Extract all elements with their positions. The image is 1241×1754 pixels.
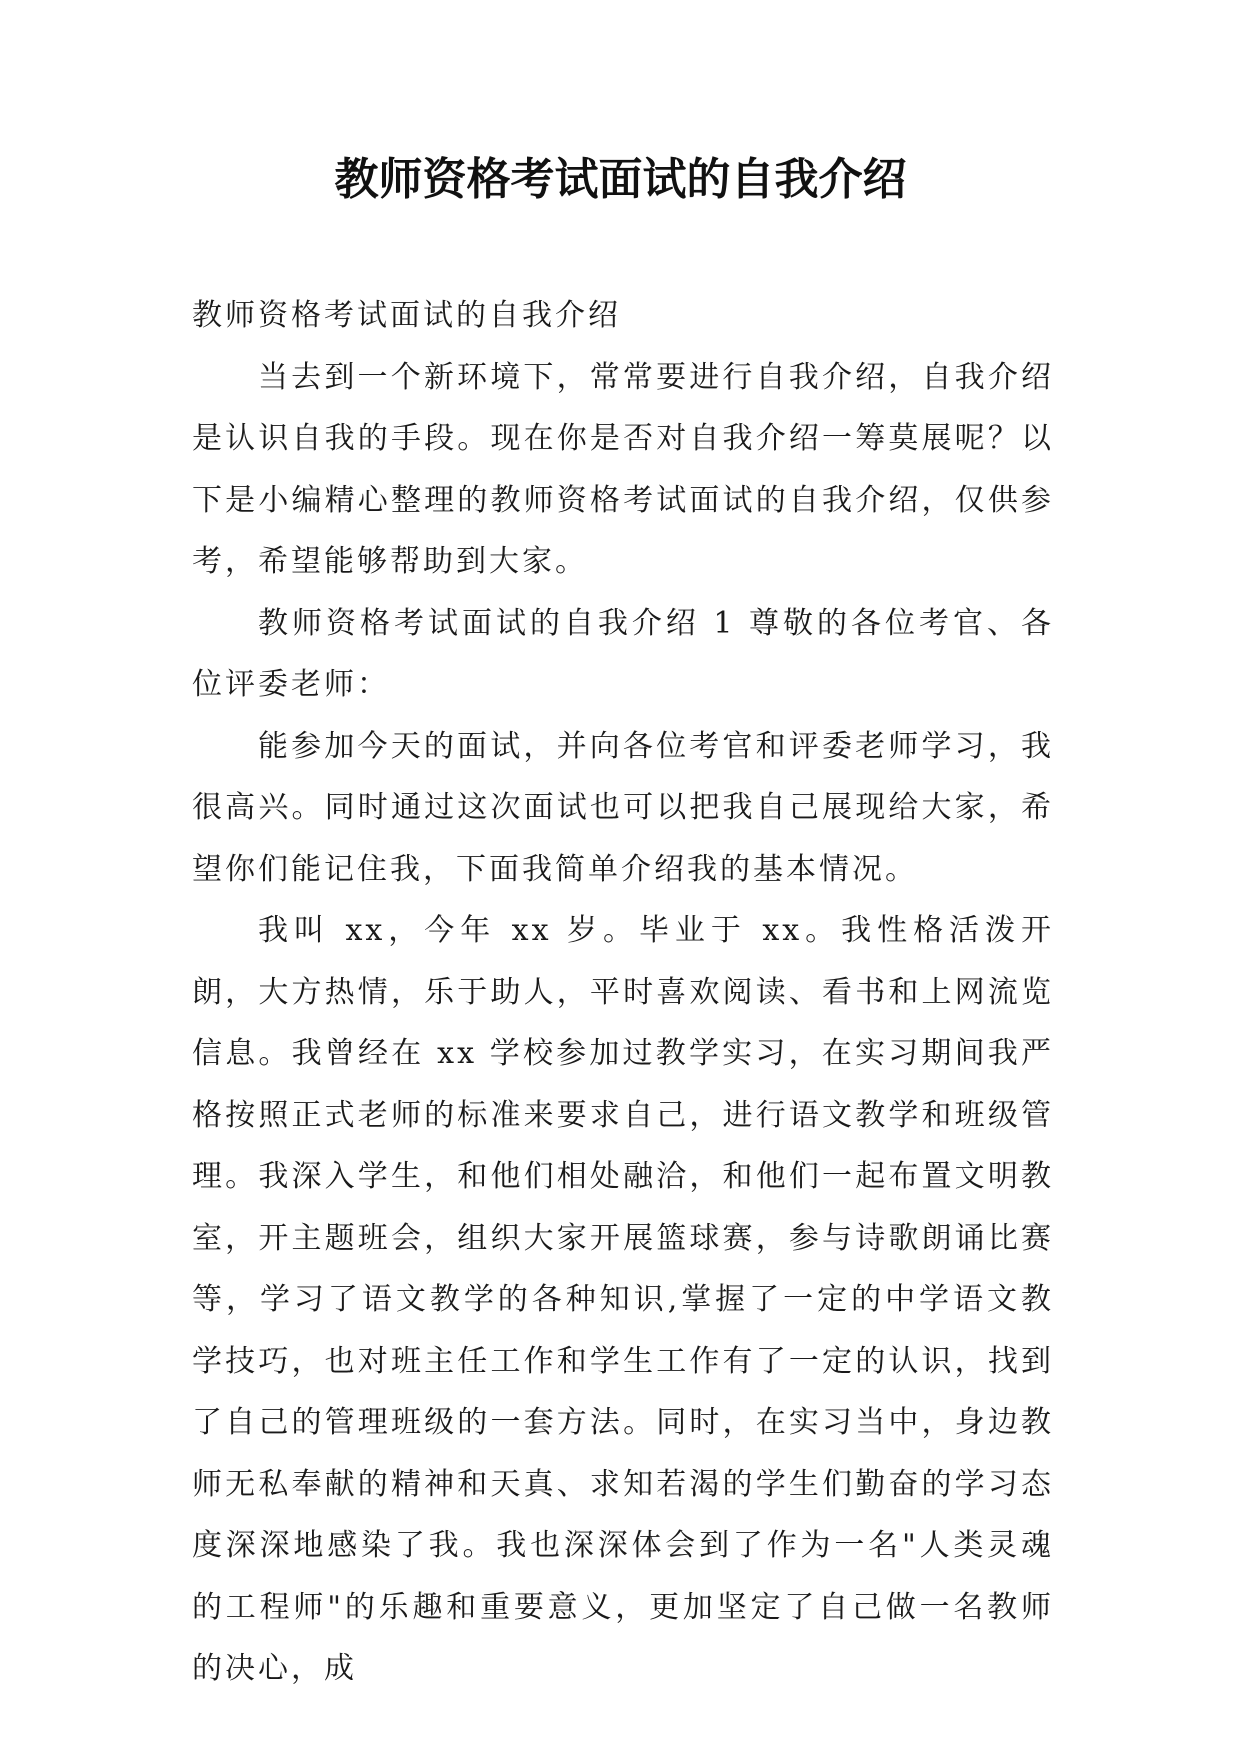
paragraph-heading: 教师资格考试面试的自我介绍 <box>192 298 621 333</box>
paragraph-greeting: 教师资格考试面试的自我介绍 1 尊敬的各位考官、各位评委老师： <box>192 605 1054 702</box>
document-body <box>192 285 1054 1700</box>
document-title: 教师资格考试面试的自我介绍 <box>334 154 907 205</box>
paragraph-background: 我叫 xx，今年 xx 岁。毕业于 xx。我性格活泼开朗，大方热情，乐于助人，平时喜欢阅读、看书和上网流览信息。我曾经在 xx 学校参加过教学实习，在实习期间我严格按照正式老师的标准来要求自己，进行语文教学和班级管理。我深入学生，和他们相处融洽，和他们一起布置文明教室，开主题班会，组织大家开展篮球赛，参与诗歌朗诵比赛等，学习了语文教学的各种知识,掌握了一定的中学语文教学技巧，也对班主任工作和学生工作有了一定的认识，找到了自己的管理班级的一套方法。同时，在实习当中，身边教师无私奉献的精神和天真、求知若渴的学生们勤奋的学习态度深深地感染了我。我也深深体会到了作为一名"人类灵魂的工程师"的乐趣和重要意义，更加坚定了自己做一名教师的决心，成 <box>192 913 1054 1686</box>
paragraph-opening: 能参加今天的面试，并向各位考官和评委老师学习，我很高兴。同时通过这次面试也可以把我自己展现给大家，希望你们能记住我，下面我简单介绍我的基本情况。 <box>192 728 1054 887</box>
paragraph-intro: 当去到一个新环境下，常常要进行自我介绍，自我介绍是认识自我的手段。现在你是否对自我介绍一筹莫展呢？以下是小编精心整理的教师资格考试面试的自我介绍，仅供参考，希望能够帮助到大家。 <box>192 359 1054 579</box>
